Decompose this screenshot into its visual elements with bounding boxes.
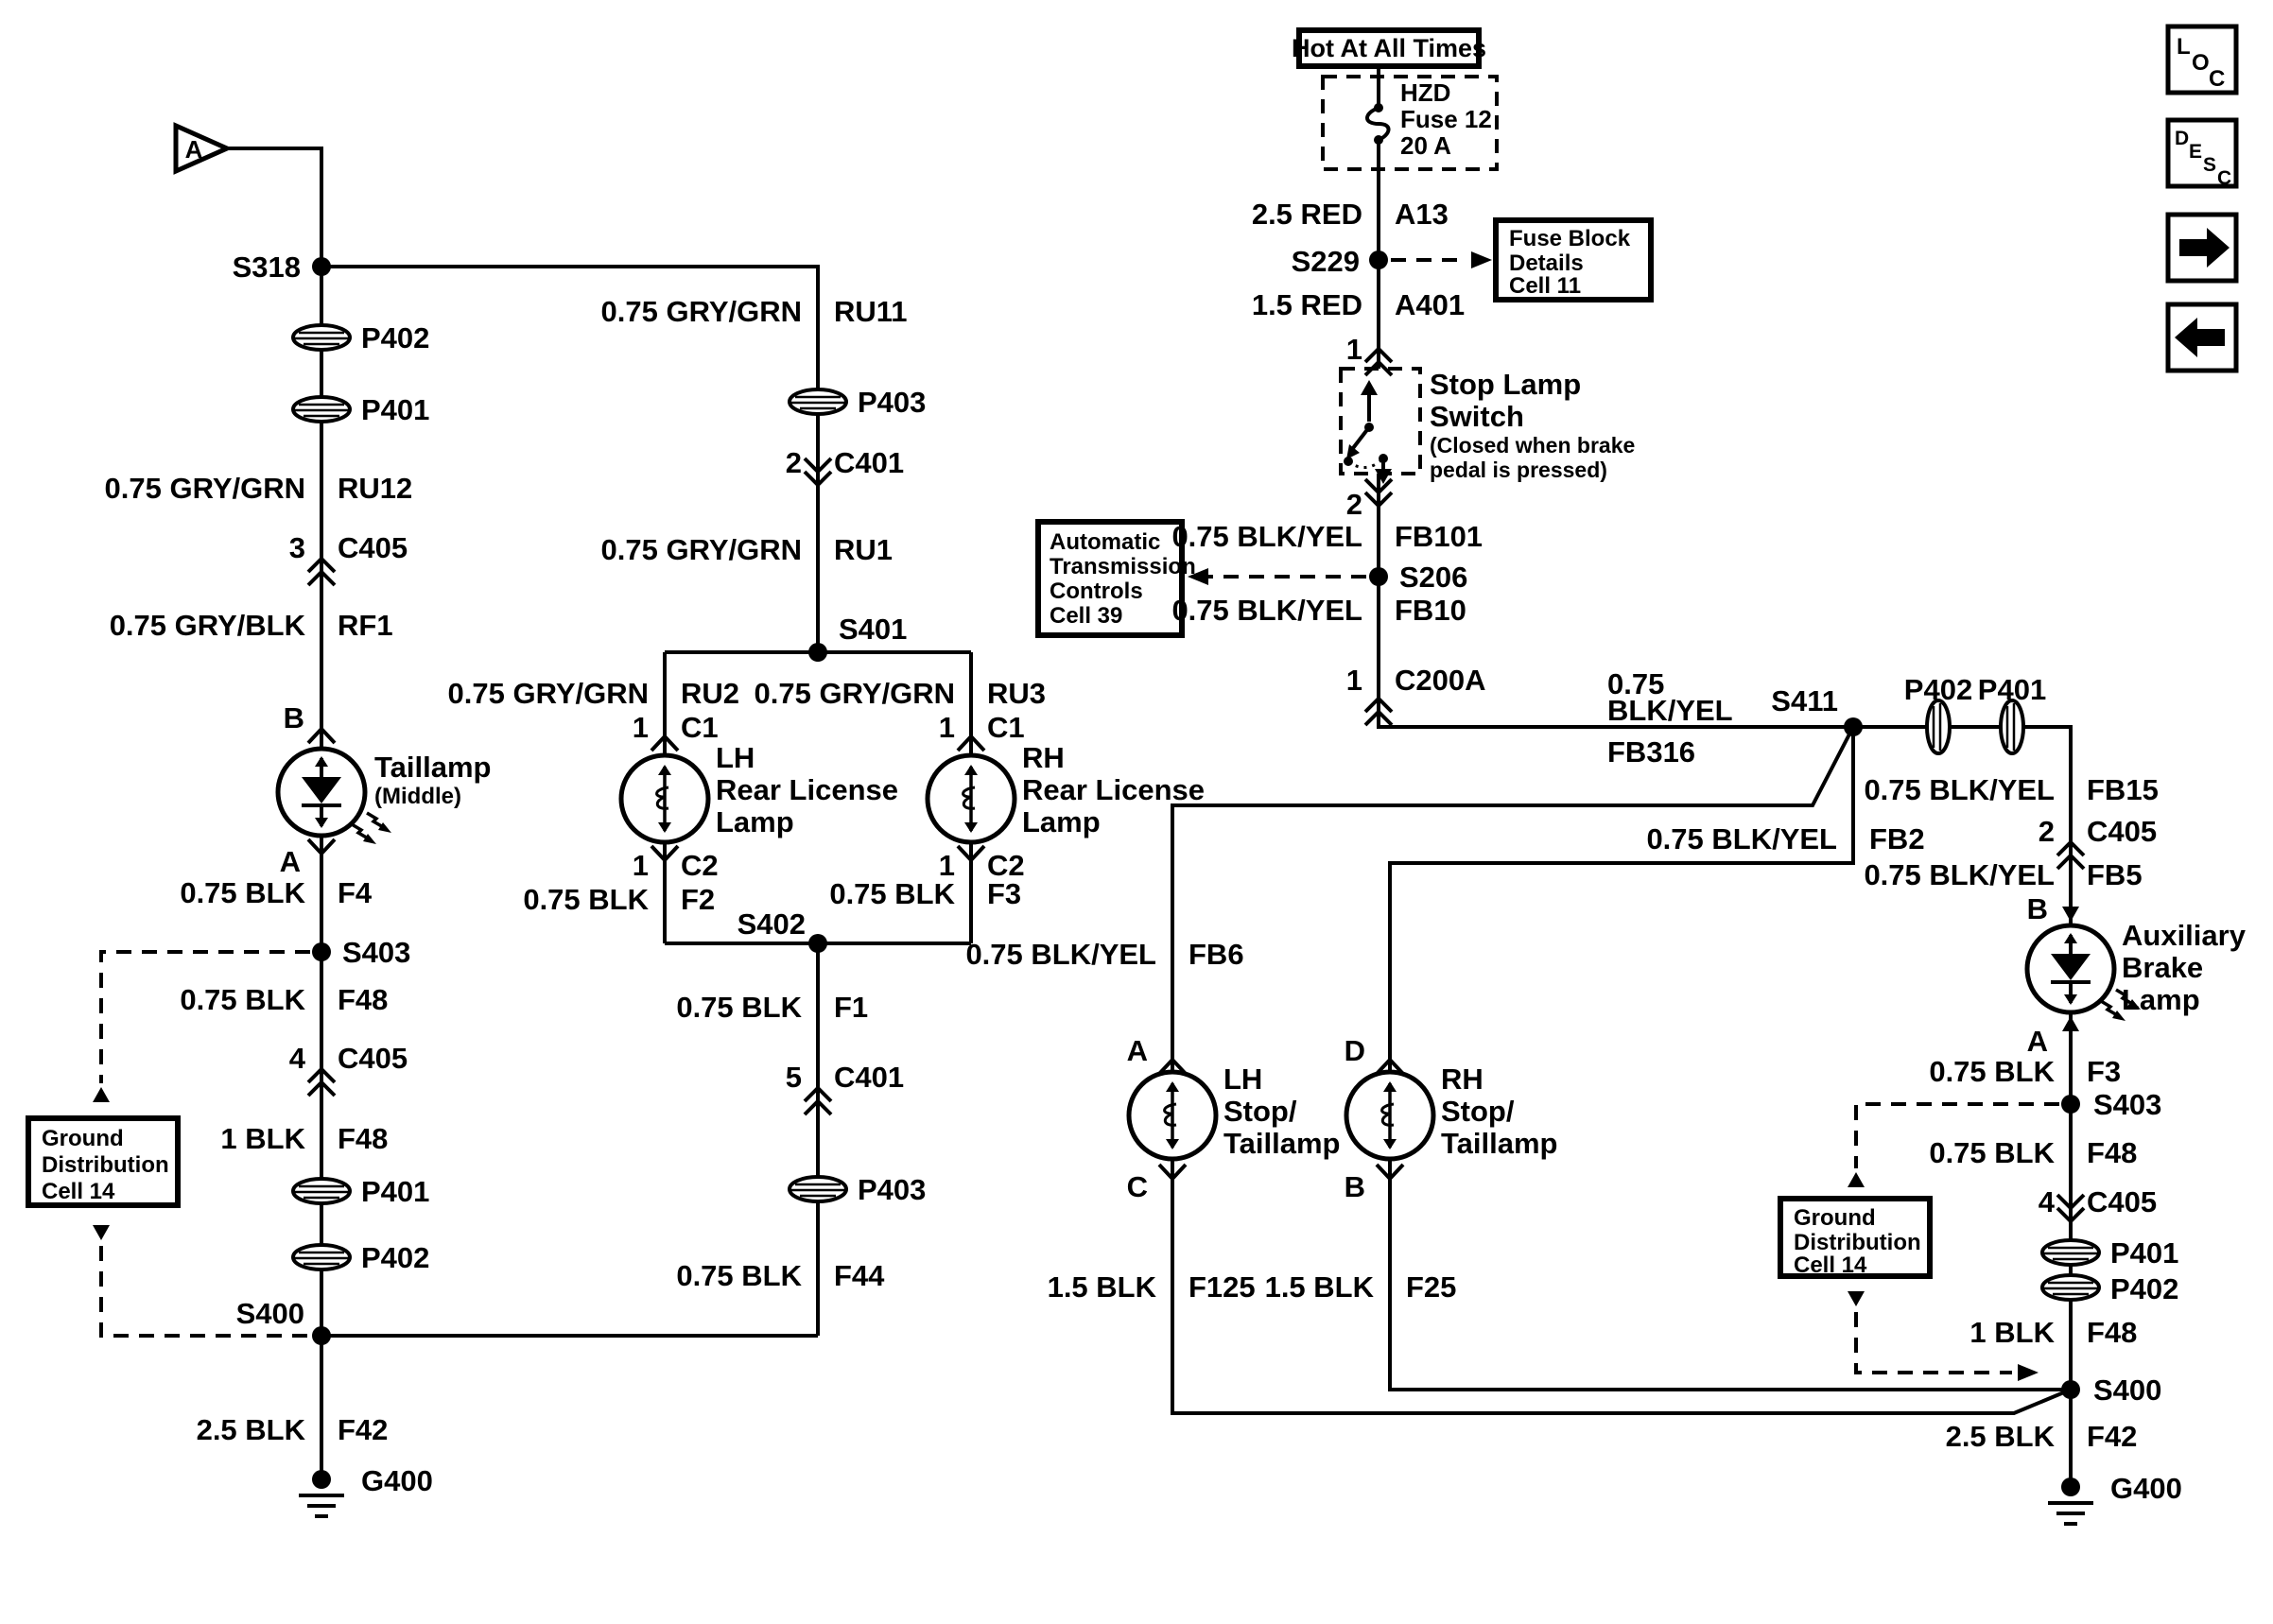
ground-box-line: Distribution bbox=[42, 1152, 169, 1178]
connector-label: C405 bbox=[2087, 1185, 2158, 1218]
connector-label: P402 bbox=[1903, 673, 1973, 706]
labels bbox=[42, 34, 2247, 1505]
wire-gauge: 1.5 BLK bbox=[1047, 1270, 1156, 1304]
junction-label: S411 bbox=[1771, 684, 1838, 717]
wire-gauge: 0.75 BLK/YEL bbox=[1864, 773, 2055, 806]
wire-gauge: 0.75 GRY/GRN bbox=[104, 472, 305, 505]
atc-line: Automatic bbox=[1050, 529, 1161, 555]
hot-at-all-times: Hot At All Times bbox=[1291, 34, 1487, 62]
wire-circuit: F3 bbox=[2087, 1055, 2122, 1088]
lamp-name: LH bbox=[1223, 1063, 1263, 1096]
wire-circuit: F25 bbox=[1406, 1270, 1457, 1304]
wire-circuit: FB316 bbox=[1607, 735, 1696, 769]
lamp-name: RH bbox=[1022, 741, 1065, 774]
lamp-name: Lamp bbox=[716, 805, 794, 838]
junction-label: S402 bbox=[737, 907, 806, 941]
junction-label: S229 bbox=[1291, 245, 1360, 278]
wire-fb2 bbox=[1390, 727, 1853, 1072]
junction-s318 bbox=[312, 257, 331, 276]
wire-circuit: F3 bbox=[987, 877, 1022, 910]
connector-label: P403 bbox=[858, 1173, 927, 1206]
wire-gauge: 0.75 bbox=[1607, 667, 1665, 700]
wire-circuit: RU1 bbox=[834, 533, 894, 566]
lamp-name: LH bbox=[716, 741, 755, 774]
desc-letter: C bbox=[2217, 167, 2232, 189]
wire-circuit: F48 bbox=[2087, 1316, 2138, 1349]
ref-s403-groundbox-left bbox=[101, 952, 310, 1083]
wire-gauge: 0.75 GRY/GRN bbox=[600, 533, 802, 566]
wire-circuit: RU2 bbox=[681, 677, 740, 710]
wire-f25 bbox=[1390, 1159, 2071, 1390]
wire-gauge: BLK/YEL bbox=[1607, 694, 1733, 727]
pin-number: 1 bbox=[938, 711, 955, 744]
loc-letter: C bbox=[2209, 66, 2226, 92]
lh-stop-taillamp-icon bbox=[1129, 1072, 1216, 1159]
connector-label: P403 bbox=[858, 386, 927, 419]
taillamp-middle-icon bbox=[278, 749, 365, 836]
wire-circuit: FB101 bbox=[1395, 520, 1484, 553]
switch-note: pedal is pressed) bbox=[1430, 458, 1607, 482]
wire-gauge: 0.75 GRY/GRN bbox=[600, 295, 802, 328]
pin-number: 4 bbox=[288, 1042, 305, 1075]
wire-circuit: FB2 bbox=[1869, 822, 1925, 855]
connector-label: P401 bbox=[2110, 1236, 2179, 1270]
wire-gauge: 0.75 BLK/YEL bbox=[965, 938, 1156, 971]
connector-p403-icon bbox=[789, 1177, 846, 1201]
pin-letter: A bbox=[279, 845, 301, 878]
lamp-name: Stop/ bbox=[1441, 1095, 1515, 1128]
wire-circuit: A13 bbox=[1395, 198, 1449, 231]
fuse-line: HZD bbox=[1400, 78, 1451, 107]
pin-b-arrow-icon bbox=[2062, 907, 2079, 922]
wire-circuit: FB5 bbox=[2087, 858, 2143, 891]
wire-circuit: RF1 bbox=[338, 609, 393, 642]
connector-label: C405 bbox=[2087, 815, 2158, 848]
lamp-subname: (Middle) bbox=[374, 784, 461, 809]
junction-label: S400 bbox=[235, 1297, 304, 1330]
pin-number: 2 bbox=[2038, 815, 2055, 848]
loc-letter: L bbox=[2177, 34, 2191, 60]
wire-circuit: F48 bbox=[2087, 1136, 2138, 1169]
connector-p403-icon bbox=[789, 389, 846, 414]
lamp-name: Taillamp bbox=[374, 751, 492, 784]
ground-box-line: Ground bbox=[42, 1126, 124, 1151]
fuse-line: Fuse 12 bbox=[1400, 105, 1492, 133]
desc-letter: D bbox=[2175, 128, 2190, 149]
pin-name: C1 bbox=[681, 711, 719, 744]
switch-name: Switch bbox=[1430, 400, 1524, 433]
pin-number: 2 bbox=[785, 446, 802, 479]
next-page-button[interactable] bbox=[2168, 215, 2236, 281]
wire-circuit: A401 bbox=[1395, 288, 1466, 321]
atc-line: Transmission bbox=[1050, 554, 1196, 579]
ground-box-line: Distribution bbox=[1794, 1230, 1921, 1255]
junction-s402 bbox=[808, 934, 827, 953]
pin-number: 1 bbox=[632, 711, 649, 744]
junction-s401 bbox=[808, 643, 827, 662]
pin-name: C1 bbox=[987, 711, 1025, 744]
wire-gauge: 0.75 BLK/YEL bbox=[1171, 594, 1362, 627]
lamp-name: Auxiliary bbox=[2122, 919, 2246, 952]
lamp-name: Rear License bbox=[716, 773, 898, 806]
wire-gauge: 2.5 BLK bbox=[196, 1413, 305, 1446]
loc-button[interactable] bbox=[2168, 26, 2236, 93]
fuse-details-line: Details bbox=[1509, 251, 1584, 276]
wire-gauge: 0.75 BLK/YEL bbox=[1171, 520, 1362, 553]
atc-line: Cell 39 bbox=[1050, 603, 1123, 629]
wire-gauge: 0.75 BLK/YEL bbox=[1864, 858, 2055, 891]
ground-g400-left-icon bbox=[299, 1470, 344, 1516]
wire-gauge: 0.75 GRY/GRN bbox=[447, 677, 649, 710]
pin-letter: A bbox=[2026, 1025, 2048, 1058]
lamp-name: Lamp bbox=[1022, 805, 1101, 838]
wire-circuit: FB15 bbox=[2087, 773, 2159, 806]
pin-number: 4 bbox=[2038, 1185, 2055, 1218]
junction-s403-left bbox=[312, 942, 331, 961]
wire-circuit: F2 bbox=[681, 883, 716, 916]
connector-p401-icon bbox=[2042, 1240, 2099, 1265]
wire-circuit: RU11 bbox=[834, 295, 908, 328]
junction-s400-right bbox=[2061, 1380, 2080, 1399]
wire-gauge: 0.75 BLK bbox=[1929, 1055, 2055, 1088]
connector-p402-icon bbox=[1927, 700, 1950, 753]
connector-p402-icon bbox=[293, 325, 350, 350]
ground-box-line: Cell 14 bbox=[1794, 1253, 1867, 1278]
wire-gauge: 0.75 BLK bbox=[676, 991, 802, 1024]
wire-gauge: 1 BLK bbox=[1969, 1316, 2055, 1349]
junction-s411 bbox=[1844, 717, 1863, 736]
pin-name: C2 bbox=[987, 849, 1025, 882]
connector-label: P402 bbox=[361, 1241, 430, 1274]
light-ray-icon bbox=[352, 824, 376, 844]
auxiliary-brake-lamp-icon bbox=[2027, 925, 2114, 1012]
junction-s229 bbox=[1369, 251, 1388, 269]
wire-circuit: F1 bbox=[834, 991, 869, 1024]
lamp-name: Lamp bbox=[2122, 983, 2200, 1016]
switch-name: Stop Lamp bbox=[1430, 368, 1582, 401]
wire-gauge: 0.75 BLK bbox=[829, 877, 955, 910]
pin-number: 1 bbox=[1345, 333, 1362, 366]
wire-gauge: 0.75 GRY/GRN bbox=[754, 677, 955, 710]
wire-circuit: FB10 bbox=[1395, 594, 1466, 627]
stop-lamp-switch-icon bbox=[1344, 380, 1392, 484]
pin-letter: B bbox=[2026, 892, 2048, 925]
connector-p402-icon bbox=[293, 1245, 350, 1270]
pin-number: 5 bbox=[785, 1061, 802, 1094]
pin-a-arrow-icon bbox=[2062, 1016, 2079, 1031]
connector-label: C401 bbox=[834, 446, 905, 479]
connector-label: C405 bbox=[338, 1042, 408, 1075]
junction-label: S403 bbox=[342, 936, 411, 969]
pin-letter: B bbox=[1344, 1170, 1365, 1203]
connector-label: P401 bbox=[361, 1175, 430, 1208]
connector-label: P402 bbox=[2110, 1272, 2179, 1305]
junction-label: S401 bbox=[839, 613, 908, 646]
connector-p402-icon bbox=[2042, 1275, 2099, 1300]
pin-number: 2 bbox=[1345, 488, 1362, 521]
lamp-name: Taillamp bbox=[1223, 1127, 1341, 1160]
atc-line: Controls bbox=[1050, 579, 1143, 604]
connector-label: C405 bbox=[338, 531, 408, 564]
wire-gauge: 1.5 BLK bbox=[1264, 1270, 1374, 1304]
wire-circuit: F125 bbox=[1189, 1270, 1256, 1304]
pin-number: 1 bbox=[632, 849, 649, 882]
wire-circuit: F48 bbox=[338, 1122, 389, 1155]
wire-gauge: 1.5 RED bbox=[1251, 288, 1362, 321]
junction-label: S318 bbox=[232, 251, 301, 284]
wire-circuit: RU3 bbox=[987, 677, 1047, 710]
wire-gauge: 0.75 GRY/BLK bbox=[109, 609, 305, 642]
lamp-name: Taillamp bbox=[1441, 1127, 1558, 1160]
desc-letter: S bbox=[2203, 154, 2217, 176]
wire-gauge: 0.75 BLK bbox=[1929, 1136, 2055, 1169]
rh-stop-taillamp-icon bbox=[1346, 1072, 1433, 1159]
wire-gauge: 1 BLK bbox=[220, 1122, 305, 1155]
rh-rear-license-lamp-icon bbox=[928, 755, 1015, 842]
ground-label: G400 bbox=[361, 1464, 433, 1497]
junction-label: S403 bbox=[2093, 1088, 2162, 1121]
loc-letter: O bbox=[2192, 50, 2210, 76]
desc-button[interactable] bbox=[2168, 120, 2236, 189]
nav-buttons bbox=[2168, 26, 2236, 371]
wire-gauge: 0.75 BLK bbox=[676, 1259, 802, 1292]
wire-gauge: 0.75 BLK bbox=[180, 983, 305, 1016]
wire-fb6 bbox=[1172, 727, 1853, 1072]
junction-s206 bbox=[1369, 567, 1388, 586]
lamp-name: Brake bbox=[2122, 951, 2204, 984]
wire-circuit: FB6 bbox=[1189, 938, 1244, 971]
pin-letter: A bbox=[1126, 1034, 1148, 1067]
pin-letter: B bbox=[283, 701, 304, 734]
junction-label: S400 bbox=[2093, 1373, 2162, 1407]
ground-label: G400 bbox=[2110, 1472, 2182, 1505]
wire-circuit: F42 bbox=[2087, 1420, 2138, 1453]
wire-circuit: F48 bbox=[338, 983, 389, 1016]
connector-a-label: A bbox=[184, 135, 203, 164]
switch-note: (Closed when brake bbox=[1430, 433, 1636, 458]
pin-number: 1 bbox=[938, 849, 955, 882]
pin-number: 1 bbox=[1345, 664, 1362, 697]
connector-label: P402 bbox=[361, 321, 430, 354]
wire-gauge: 2.5 RED bbox=[1251, 198, 1362, 231]
fuse-details-line: Fuse Block bbox=[1509, 226, 1631, 251]
lh-rear-license-lamp-icon bbox=[621, 755, 708, 842]
junction-s400-left bbox=[312, 1326, 331, 1345]
wire-gauge: 2.5 BLK bbox=[1945, 1420, 2055, 1453]
connector-label: P401 bbox=[1977, 673, 2047, 706]
fuse-line: 20 A bbox=[1400, 131, 1451, 160]
fuse-element-icon bbox=[1367, 108, 1389, 140]
wire-gauge: 0.75 BLK bbox=[523, 883, 649, 916]
pin-letter: D bbox=[1344, 1034, 1365, 1067]
junction-label: S206 bbox=[1399, 561, 1468, 594]
ground-g400-right-icon bbox=[2048, 1477, 2093, 1524]
wire-gauge: 0.75 BLK/YEL bbox=[1646, 822, 1837, 855]
wire-circuit: RU12 bbox=[338, 472, 413, 505]
lamp-name: Rear License bbox=[1022, 773, 1205, 806]
connector-p401-icon bbox=[293, 397, 350, 422]
wire-circuit: F4 bbox=[338, 876, 373, 909]
connector-label: P401 bbox=[361, 393, 430, 426]
connector-p401-icon bbox=[293, 1179, 350, 1203]
ground-box-line: Cell 14 bbox=[42, 1179, 115, 1204]
connector-label: C200A bbox=[1395, 664, 1486, 697]
wire-gauge: 0.75 BLK bbox=[180, 876, 305, 909]
wire-circuit: F44 bbox=[834, 1259, 885, 1292]
junction-s403-right bbox=[2061, 1095, 2080, 1114]
prev-page-button[interactable] bbox=[2168, 304, 2236, 371]
pin-letter: C bbox=[1126, 1170, 1148, 1203]
fuse-details-line: Cell 11 bbox=[1509, 273, 1582, 299]
connector-label: C401 bbox=[834, 1061, 905, 1094]
desc-letter: E bbox=[2189, 141, 2203, 163]
connector-p401-icon bbox=[2001, 700, 2023, 753]
wire-circuit: F42 bbox=[338, 1413, 389, 1446]
lamp-name: RH bbox=[1441, 1063, 1484, 1096]
light-ray-icon bbox=[367, 813, 391, 833]
ground-box-line: Ground bbox=[1794, 1205, 1876, 1231]
pin-name: C2 bbox=[681, 849, 719, 882]
pin-number: 3 bbox=[288, 531, 305, 564]
lamp-name: Stop/ bbox=[1223, 1095, 1297, 1128]
